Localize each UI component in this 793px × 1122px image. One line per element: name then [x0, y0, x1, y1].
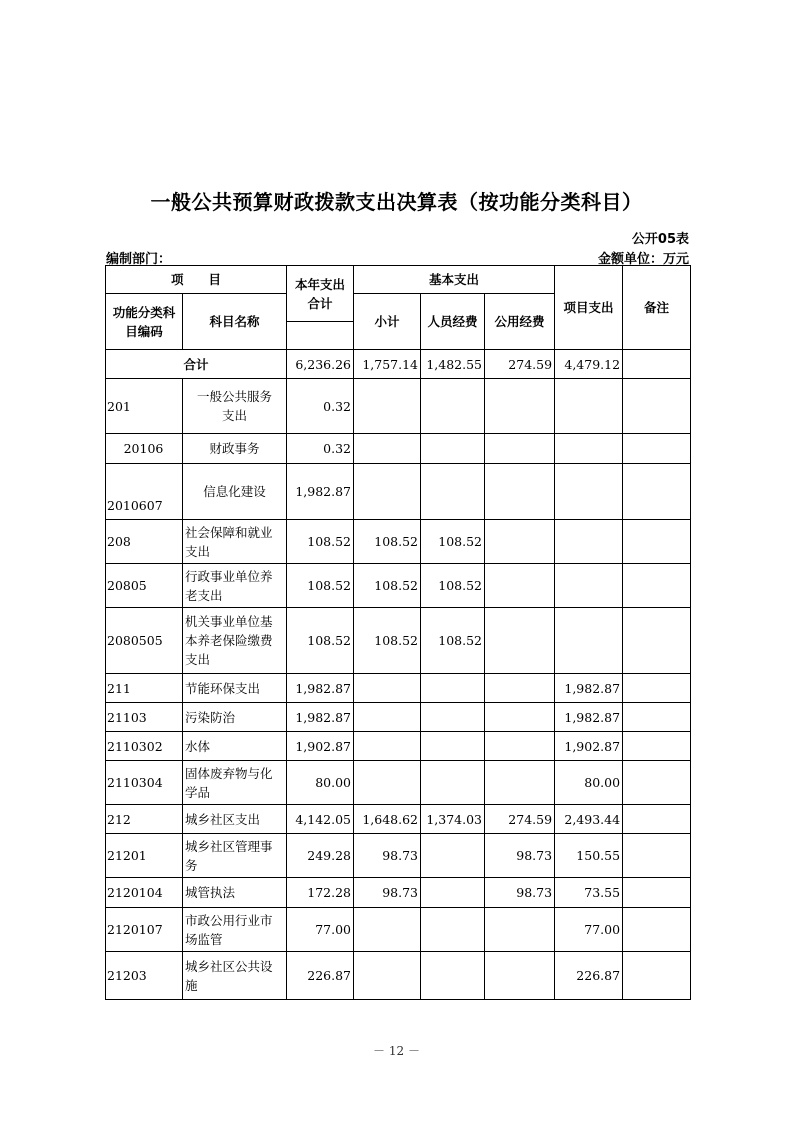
row-public: [485, 908, 555, 952]
row-project: 77.00: [555, 908, 623, 952]
table-header: [106, 266, 691, 350]
row-project: 226.87: [555, 952, 623, 1000]
row-name: 机关事业单位基本养老保险缴费支出: [183, 608, 287, 674]
row-total: 77.00: [287, 908, 354, 952]
table-row: [106, 703, 691, 732]
row-name: 行政事业单位养老支出: [183, 564, 287, 608]
row-project: 1,902.87: [555, 732, 623, 761]
row-name: 城乡社区公共设施: [183, 952, 287, 1000]
row-remark: [623, 674, 691, 703]
row-subtotal: [354, 732, 421, 761]
header-name: 科目名称: [183, 294, 287, 350]
row-subtotal: [354, 379, 421, 434]
row-total: 1,982.87: [287, 703, 354, 732]
row-remark: [623, 464, 691, 520]
header-total-cont: [287, 322, 354, 350]
row-code: 212: [106, 805, 183, 834]
row-remark: [623, 805, 691, 834]
row-code: 2110304: [106, 761, 183, 805]
row-personnel: 108.52: [421, 608, 485, 674]
row-name: 污染防治: [183, 703, 287, 732]
table-row: [106, 379, 691, 434]
row-code: 2110302: [106, 732, 183, 761]
row-project: [555, 608, 623, 674]
row-public: [485, 674, 555, 703]
total-personnel: 1,482.55: [421, 350, 485, 379]
row-name: 节能环保支出: [183, 674, 287, 703]
total-label: 合计: [106, 350, 287, 379]
row-total: 226.87: [287, 952, 354, 1000]
row-personnel: [421, 761, 485, 805]
row-public: [485, 608, 555, 674]
row-remark: [623, 520, 691, 564]
row-name: 固体废弃物与化学品: [183, 761, 287, 805]
row-public: [485, 564, 555, 608]
header-code: 功能分类科目编码: [106, 294, 183, 350]
row-personnel: [421, 464, 485, 520]
row-personnel: 1,374.03: [421, 805, 485, 834]
row-public: [485, 464, 555, 520]
row-remark: [623, 564, 691, 608]
row-name: 城管执法: [183, 878, 287, 908]
row-code: 201: [106, 379, 183, 434]
row-remark: [623, 379, 691, 434]
row-public: 98.73: [485, 834, 555, 878]
row-total: 80.00: [287, 761, 354, 805]
row-project: 73.55: [555, 878, 623, 908]
row-name: 市政公用行业市场监管: [183, 908, 287, 952]
row-total: 1,982.87: [287, 674, 354, 703]
table-row: [106, 761, 691, 805]
total-remark: [623, 350, 691, 379]
row-project: [555, 520, 623, 564]
row-project: [555, 434, 623, 464]
total-project: 4,479.12: [555, 350, 623, 379]
header-basic: 基本支出: [354, 266, 555, 294]
row-total: 0.32: [287, 379, 354, 434]
row-subtotal: [354, 952, 421, 1000]
row-subtotal: 98.73: [354, 834, 421, 878]
budget-table: [105, 265, 691, 1000]
table-row: [106, 464, 691, 520]
row-subtotal: [354, 761, 421, 805]
row-code: 20805: [106, 564, 183, 608]
row-public: [485, 520, 555, 564]
row-subtotal: 108.52: [354, 564, 421, 608]
row-personnel: [421, 732, 485, 761]
row-personnel: [421, 952, 485, 1000]
header-personnel: 人员经费: [421, 294, 485, 350]
row-remark: [623, 908, 691, 952]
row-total: 0.32: [287, 434, 354, 464]
table-row: [106, 608, 691, 674]
row-public: [485, 434, 555, 464]
row-personnel: 108.52: [421, 520, 485, 564]
row-project: 1,982.87: [555, 674, 623, 703]
table-body: [106, 350, 691, 1000]
header-item: 项 目: [106, 266, 287, 294]
row-project: 1,982.87: [555, 703, 623, 732]
header-total: 本年支出合计: [287, 266, 354, 322]
table-row: [106, 878, 691, 908]
row-code: 208: [106, 520, 183, 564]
row-code: 20106: [106, 434, 183, 464]
row-code: 211: [106, 674, 183, 703]
row-subtotal: [354, 434, 421, 464]
table-row: [106, 952, 691, 1000]
row-remark: [623, 608, 691, 674]
row-name: 社会保障和就业支出: [183, 520, 287, 564]
row-personnel: [421, 908, 485, 952]
row-personnel: [421, 434, 485, 464]
form-number: 公开05表: [631, 232, 689, 247]
row-subtotal: 98.73: [354, 878, 421, 908]
row-personnel: [421, 703, 485, 732]
row-project: [555, 464, 623, 520]
row-personnel: [421, 674, 485, 703]
row-project: 150.55: [555, 834, 623, 878]
row-subtotal: [354, 908, 421, 952]
table-row: [106, 520, 691, 564]
page-number: － 12 －: [373, 1044, 420, 1058]
row-total: 4,142.05: [287, 805, 354, 834]
row-personnel: [421, 878, 485, 908]
row-public: [485, 761, 555, 805]
row-remark: [623, 761, 691, 805]
header-project: 项目支出: [555, 266, 623, 350]
row-public: [485, 379, 555, 434]
row-subtotal: [354, 464, 421, 520]
row-public: 98.73: [485, 878, 555, 908]
row-code: 21203: [106, 952, 183, 1000]
total-public: 274.59: [485, 350, 555, 379]
row-name: 城乡社区支出: [183, 805, 287, 834]
total-amount: 6,236.26: [287, 350, 354, 379]
row-code: 21103: [106, 703, 183, 732]
header-remark: 备注: [623, 266, 691, 350]
row-project: [555, 379, 623, 434]
row-code: 21201: [106, 834, 183, 878]
row-personnel: [421, 834, 485, 878]
row-name: 水体: [183, 732, 287, 761]
row-total: 172.28: [287, 878, 354, 908]
row-personnel: [421, 379, 485, 434]
row-name: 信息化建设: [183, 464, 287, 520]
unit-label: 金额单位：万元: [597, 252, 689, 267]
row-project: [555, 564, 623, 608]
row-total: 108.52: [287, 520, 354, 564]
row-subtotal: 108.52: [354, 608, 421, 674]
header-public: 公用经费: [485, 294, 555, 350]
table-row: [106, 564, 691, 608]
dept-label: 编制部门：: [106, 252, 172, 267]
row-name: 一般公共服务支出: [183, 379, 287, 434]
row-project: 80.00: [555, 761, 623, 805]
row-remark: [623, 434, 691, 464]
page-title: 一般公共预算财政拨款支出决算表（按功能分类科目）: [150, 190, 643, 214]
row-name: 财政事务: [183, 434, 287, 464]
row-code: 2080505: [106, 608, 183, 674]
header-subtotal: 小计: [354, 294, 421, 350]
row-remark: [623, 732, 691, 761]
row-code: 2120104: [106, 878, 183, 908]
row-total: 108.52: [287, 564, 354, 608]
row-public: [485, 703, 555, 732]
row-public: [485, 952, 555, 1000]
row-total: 249.28: [287, 834, 354, 878]
row-subtotal: [354, 674, 421, 703]
row-subtotal: 1,648.62: [354, 805, 421, 834]
row-total: 1,982.87: [287, 464, 354, 520]
table-row: [106, 732, 691, 761]
table-row: [106, 434, 691, 464]
row-name: 城乡社区管理事务: [183, 834, 287, 878]
row-public: 274.59: [485, 805, 555, 834]
row-remark: [623, 703, 691, 732]
table-row: [106, 805, 691, 834]
total-row: [106, 350, 691, 379]
row-public: [485, 732, 555, 761]
row-code: 2120107: [106, 908, 183, 952]
total-subtotal: 1,757.14: [354, 350, 421, 379]
table-row: [106, 908, 691, 952]
row-total: 108.52: [287, 608, 354, 674]
row-remark: [623, 952, 691, 1000]
row-code: 2010607: [106, 464, 183, 520]
row-project: 2,493.44: [555, 805, 623, 834]
row-subtotal: [354, 703, 421, 732]
row-remark: [623, 834, 691, 878]
row-personnel: 108.52: [421, 564, 485, 608]
row-total: 1,902.87: [287, 732, 354, 761]
table-row: [106, 674, 691, 703]
table-row: [106, 834, 691, 878]
row-subtotal: 108.52: [354, 520, 421, 564]
row-remark: [623, 878, 691, 908]
